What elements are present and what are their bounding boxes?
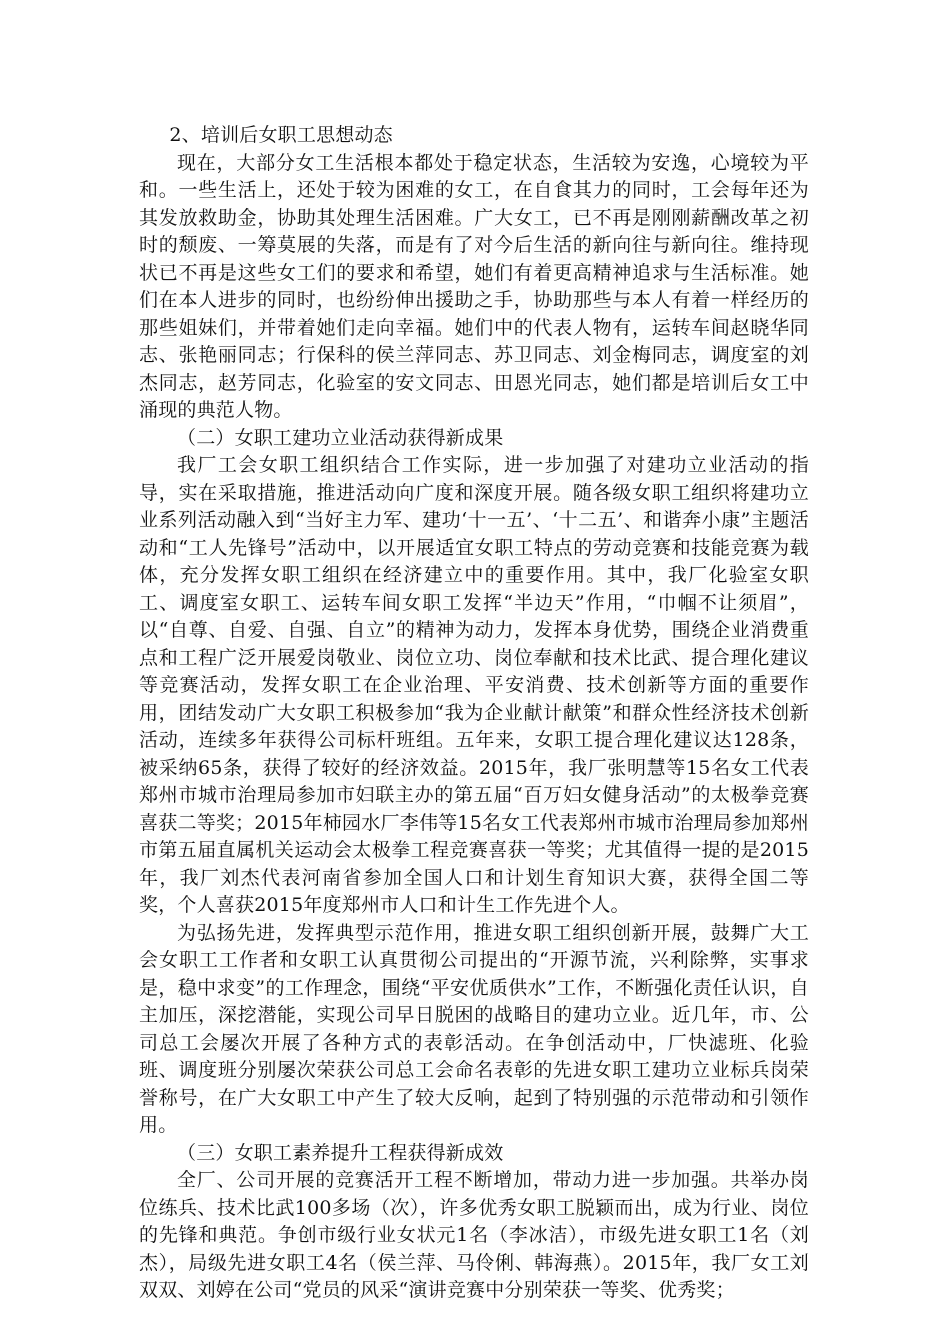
section-heading-achievements: （二）女职工建功立业活动获得新成果 — [177, 426, 504, 449]
section-heading-quality-improvement: （三）女职工素养提升工程获得新成效 — [177, 1141, 504, 1164]
document-body — [139, 122, 809, 1305]
section-heading-thought-trends: 2、培训后女职工思想动态 — [169, 124, 393, 146]
paragraph-achievements: 我厂工会女职工组织结合工作实际，进一步加强了对建功立业活动的指导，实在采取措施，推进活动向广度和深度开展。随各级女职工组织将建功立业系列活动融入到“当好主力军、建功‘十一五’、‘十二五’、和谐奔小康”主题活动和“工人先锋号”活动中，以开展适宜女职工特点的劳动竞赛和技能竞赛为载体，充分发挥女职工组织在经济建立中的重要作用。其中，我厂化验室女职工、调度室女职工、运转车间女职工发挥“半边天”作用，“巾帼不让须眉”，以“自尊、自爱、自强、自立”的精神为动力，发挥本身优势，围绕企业消费重点和工程广泛开展爱岗敬业、岗位立功、岗位奉献和技术比武、提合理化建议等竞赛活动，发挥女职工在企业治理、平安消费、技术创新等方面的重要作用，团结发动广大女职工积极参加“我为企业献计献策”和群众性经济技术创新活动，连续多年获得公司标杆班组。五年来，女职工提合理化建议达128条，被采纳65条，获得了较好的经济效益。2015年，我厂张明慧等15名女工代表郑州市城市治理局参加市妇联主办的第五届“百万妇女健身活动”的太极拳竞赛喜获二等奖；2015年柿园水厂李伟等15名女工代表郑州市城市治理局参加郑州市第五届直属机关运动会太极拳工程竞赛喜获一等奖；尤其值得一提的是2015年，我厂刘杰代表河南省参加全国人口和计划生育知识大赛，获得全国二等奖，个人喜获2015年度郑州市人口和计生工作先进个人。 — [139, 454, 809, 916]
paragraph-quality-improvement: 全厂、公司开展的竞赛活开工程不断增加，带动力进一步加强。共举办岗位练兵、技术比武100多场（次），许多优秀女职工脱颖而出，成为行业、岗位的先锋和典范。争创市级行业女状元1名（李冰洁），市级先进女职工1名（刘杰），局级先进女职工4名（侯兰萍、马伶俐、韩海燕）。2015年，我厂女工刘双双、刘婷在公司“党员的风采“演讲竞赛中分别荣获一等奖、优秀奖； — [139, 1169, 809, 1301]
paragraph-thought-trends: 现在，大部分女工生活根本都处于稳定状态，生活较为安逸，心境较为平和。一些生活上，还处于较为困难的女工，在自食其力的同时，工会每年还为其发放救助金，协助其处理生活困难。广大女工，已不再是刚刚薪酬改革之初时的颓废、一筹莫展的失落，而是有了对今后生活的新向往与新向往。维持现状已不再是这些女工们的要求和希望，她们有着更高精神追求与生活标准。她们在本人进步的同时，也纷纷伸出援助之手，协助那些与本人有着一样经历的那些姐妹们，并带着她们走向幸福。她们中的代表人物有，运转车间赵晓华同志、张艳丽同志；行保科的侯兰萍同志、苏卫同志、刘金梅同志，调度室的刘杰同志，赵芳同志，化验室的安文同志、田恩光同志，她们都是培训后女工中涌现的典范人物。 — [139, 151, 809, 421]
paragraph-model-role: 为弘扬先进，发挥典型示范作用，推进女职工组织创新开展，鼓舞广大工会女职工工作者和女职工认真贯彻公司提出的“开源节流，兴利除弊，实事求是，稳中求变”的工作理念，围绕“平安优质供水”工作，不断强化责任认识，自主加压，深挖潜能，实现公司早日脱困的战略目的建功立业。近几年，市、公司总工会屡次开展了各种方式的表彰活动。在争创活动中，厂快滤班、化验班、调度班分别屡次荣获公司总工会命名表彰的先进女职工建功立业标兵岗荣誉称号，在广大女职工中产生了较大反响，起到了特别强的示范带动和引领作用。 — [139, 921, 809, 1136]
